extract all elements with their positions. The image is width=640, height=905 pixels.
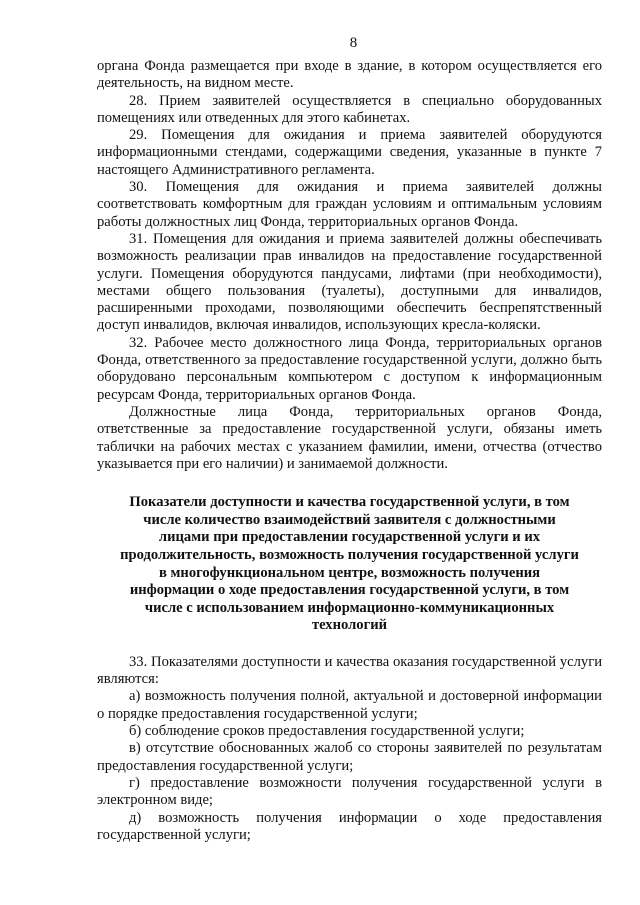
- paragraph-continuation: органа Фонда размещается при входе в здание, в котором осуществляется его деятельность, на видном месте.: [97, 58, 602, 92]
- paragraph-32: 32. Рабочее место должностного лица Фонда, территориальных органов Фонда, ответственного за предоставление государственной услуги, должно быть оборудовано персональным компьютером с доступом к информационным ресурсам Фонда, территориальных органов Фонда.: [97, 334, 602, 403]
- paragraph-33: 33. Показателями доступности и качества оказания государственной услуги являются:: [97, 653, 602, 688]
- paragraph-29: 29. Помещения для ожидания и приема заявителей оборудуются информационными стендами, содержащими сведения, указанные в пункте 7 настоящего Административного регламента.: [97, 127, 602, 178]
- section-heading: Показатели доступности и качества государственной услуги, в том числе количество взаимодействий заявителя с должностными лицами при предоставлении государственной услуги и их продолжительность, возможность получения государственной услуги в многофункциональном центре, возможность получения информации о ходе предоставления государственной услуги, в том числе с использованием информационно-коммуникационных технологий: [120, 494, 579, 634]
- paragraph-33-g: г) предоставление возможности получения государственной услуги в электронном виде;: [97, 774, 602, 809]
- paragraph-28: 28. Прием заявителей осуществляется в специально оборудованных помещениях или отведенных для этого кабинетах.: [97, 92, 602, 126]
- paragraph-31: 31. Помещения для ожидания и приема заявителей должны обеспечивать возможность реализации прав инвалидов на предоставление государственной услуги. Помещения оборудуются пандусами, лифтами (при необходимости), местами общего пользования (туалеты), доступными для инвалидов, расширенными проходами, позволяющими обеспечить беспрепятственный доступ инвалидов, включая инвалидов, использующих кресла-коляски.: [97, 230, 602, 334]
- paragraph-33-b: б) соблюдение сроков предоставления государственной услуги;: [129, 723, 525, 740]
- page-number: 8: [349, 35, 358, 51]
- paragraph-30: 30. Помещения для ожидания и приема заявителей должны соответствовать комфортным для граждан условиям и оптимальным условиям работы должностных лиц Фонда, территориальных органов Фонда.: [97, 179, 602, 230]
- paragraph-32-officials: Должностные лица Фонда, территориальных органов Фонда, ответственные за предоставление государственной услуги, обязаны иметь таблички на рабочих местах с указанием фамилии, имени, отчества (отчество указывается при его наличии) и занимаемой должности.: [97, 403, 602, 472]
- paragraph-33-d: д) возможность получения информации о ходе предоставления государственной услуги;: [97, 809, 602, 843]
- paragraph-33-v: в) отсутствие обоснованных жалоб со стороны заявителей по результатам предоставления государственной услуги;: [97, 740, 602, 774]
- paragraph-33-a: а) возможность получения полной, актуальной и достоверной информации о порядке предоставления государственной услуги;: [97, 688, 602, 722]
